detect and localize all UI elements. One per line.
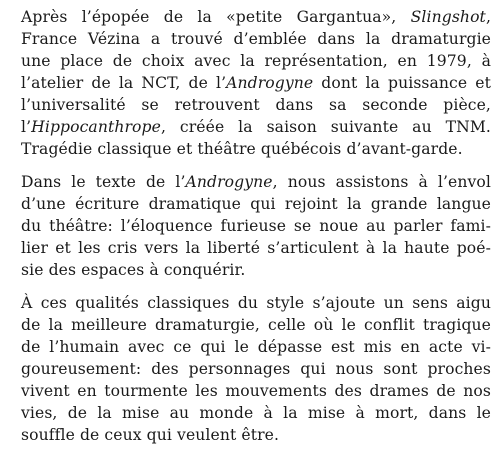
text-segment: une place de choix avec la représentation, en 1979, à bbox=[21, 52, 491, 70]
text-segment: Dans le texte de l’ bbox=[21, 173, 186, 191]
text-line bbox=[21, 50, 491, 72]
text-line bbox=[21, 292, 491, 314]
text-line bbox=[21, 138, 491, 160]
text-segment: , nous assistons à l’envol bbox=[272, 173, 491, 191]
text-segment: dont la puissance et bbox=[313, 74, 491, 92]
text-line bbox=[21, 402, 491, 424]
text-segment: de l’humain avec ce qui le dépasse est mis en acte vi- bbox=[21, 338, 491, 356]
text-line bbox=[21, 215, 491, 237]
text-line bbox=[21, 380, 491, 402]
text-line bbox=[21, 424, 491, 446]
text-line bbox=[21, 193, 491, 215]
text-segment: Tragédie classique et théâtre québécois d’avant-garde. bbox=[21, 140, 463, 158]
text-segment: vivent en tourmente les mouvements des drames de nos bbox=[21, 382, 491, 400]
text-line bbox=[21, 72, 491, 94]
text-segment: France Vézina a trouvé d’emblée dans la dramaturgie bbox=[21, 30, 491, 48]
text-segment: goureusement: des personnages qui nous sont proches bbox=[21, 360, 491, 378]
italic-title: Androgyne bbox=[185, 173, 273, 191]
text-segment: de la meilleure dramaturgie, celle où le conflit tragique bbox=[21, 316, 491, 334]
text-segment: À ces qualités classiques du style s’ajoute un sens aigu bbox=[21, 294, 491, 312]
text-line bbox=[21, 171, 491, 193]
text-line bbox=[21, 358, 491, 380]
text-segment: l’universalité se retrouvent dans sa seconde pièce, bbox=[21, 96, 491, 114]
italic-title: Hippocanthrope bbox=[31, 118, 161, 136]
paragraph-2 bbox=[21, 171, 491, 281]
text-segment: Après l’épopée de la «petite Gargantua», bbox=[21, 8, 411, 26]
text-segment: du théâtre: l’éloquence furieuse se noue au parler fami- bbox=[21, 217, 491, 235]
paragraph-3 bbox=[21, 292, 491, 446]
text-line bbox=[21, 94, 491, 116]
text-segment: , bbox=[485, 8, 491, 26]
text-segment: vies, de la mise au monde à la mise à mort, dans le bbox=[21, 404, 491, 422]
italic-title: Androgyne bbox=[226, 74, 314, 92]
paragraph-gap bbox=[21, 160, 491, 171]
text-segment: , créée la saison suivante au TNM. bbox=[160, 118, 491, 136]
text-line bbox=[21, 28, 491, 50]
text-segment: d’une écriture dramatique qui rejoint la grande langue bbox=[21, 195, 491, 213]
text-segment: souffle de ceux qui veulent être. bbox=[21, 426, 280, 444]
document-body bbox=[21, 6, 491, 446]
italic-title: Slingshot bbox=[410, 8, 486, 26]
paragraph-1 bbox=[21, 6, 491, 160]
text-line bbox=[21, 314, 491, 336]
text-line bbox=[21, 6, 491, 28]
text-line bbox=[21, 336, 491, 358]
text-segment: sie des espaces à conquérir. bbox=[21, 261, 246, 279]
text-segment: l’atelier de la NCT, de l’ bbox=[21, 74, 227, 92]
text-segment: lier et les cris vers la liberté s’articulent à la haute poé- bbox=[21, 239, 491, 257]
text-line bbox=[21, 237, 491, 259]
text-segment: l’ bbox=[21, 118, 32, 136]
paragraph-gap bbox=[21, 281, 491, 292]
text-line bbox=[21, 259, 491, 281]
text-line bbox=[21, 116, 491, 138]
